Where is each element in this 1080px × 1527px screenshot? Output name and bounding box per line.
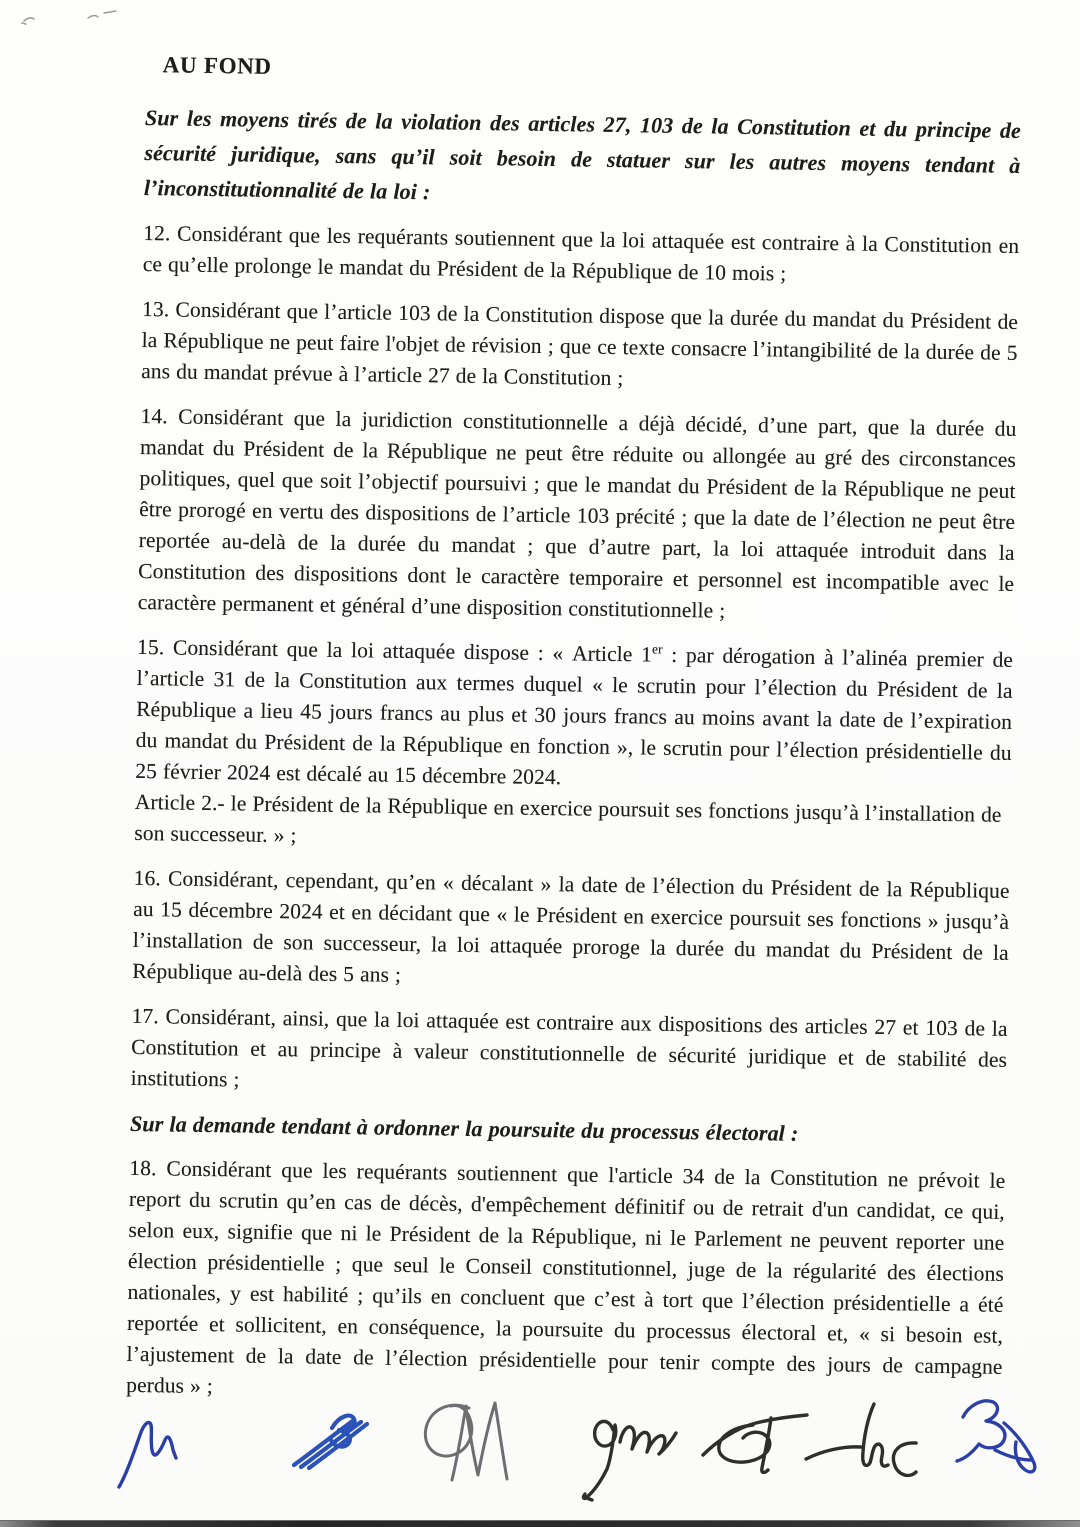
paragraph-15-lead: 15. Considérant que la loi attaquée dispose : « Article 1 bbox=[136, 634, 653, 667]
paragraph-15-rest: : par dérogation à l’alinéa premier de l’article 31 de la Constitution aux termes duquel « le scrutin pour l’élection du Président de la République a lieu 45 jours francs au plus et 30 jours francs au moins avant la date de l’expiration du mandat du Président de la République en fonction », le scrutin pour l’élection présidentielle du 25 février 2024 est décalé au 15 décembre 2024. bbox=[135, 642, 1014, 790]
signature-7 bbox=[957, 1401, 1035, 1472]
ordinal-superscript: er bbox=[651, 641, 663, 657]
paragraph-15-article-2: Article 2.- le Président de la République en exercice poursuit ses fonctions jusqu’à l’installation de son successeur. » ; bbox=[134, 789, 1002, 848]
scan-speck-icon bbox=[88, 11, 116, 18]
scan-speck-icon bbox=[22, 18, 34, 24]
signature-3 bbox=[425, 1403, 507, 1480]
section-title: AU FOND bbox=[162, 52, 272, 79]
paragraph-14: 14. Considérant que la juridiction constitutionnelle a déjà décidé, d’une part, que la durée du mandat du Président de la République ne peut être réduite ou allongée au gré des circonstances politiques, quel que soit l’objectif poursuivi ; que le mandat du Président de la République ne peut être prorogé en vertu des dispositions de l’article 103 précité ; que la date de l’élection ne peut être reportée au-delà de la durée du mandat ; que d’autre part, la loi attaquée introduit dans la Constitution des dispositions dont le caractère temporaire et personnel est incompatible avec le caractère permanent et général d’une disposition constitutionnelle ; bbox=[137, 403, 1017, 623]
paragraph-18: 18. Considérant que les requérants soutiennent que l'article 34 de la Constitution ne prévoit le report du scrutin qu’en cas de décès, d'empêchement définitif ou de retrait d'un candidat, ce qui, selon eux, signifie que ni le Président de la République, ni le Parlement ne peuvent reporter une élection présidentielle ; que seul le Conseil constitutionnel, juge de la régularité des élections nationales, y est habilité ; qu’ils en concluent que c’est à tort que l’élection présidentielle a été reportée et sollicitent, en conséquence, la poursuite du processus électoral et, « si besoin est, l’ajustement de la date de l’élection présidentielle pour tenir compte des jours de campagne perdus » ; bbox=[126, 1155, 1006, 1399]
document-content bbox=[126, 50, 1022, 1428]
paragraph-17: 17. Considérant, ainsi, que la loi attaquée est contraire aux dispositions des articles 27 et 103 de la Constitution et au principe à valeur constitutionnelle de sécurité juridique et de stabilité des institutions ; bbox=[130, 1003, 1008, 1092]
paragraph-12: 12. Considérant que les requérants soutiennent que la loi attaquée est contraire à la Constitution en ce qu’elle prolonge le mandat du Président de la République de 10 mois ; bbox=[142, 220, 1020, 286]
paragraph-15 bbox=[135, 632, 1013, 800]
paragraph-16: 16. Considérant, cependant, qu’en « décalant » la date de l’élection du Président de la République au 15 décembre 2024 et en décidant que « le Président en exercice poursuit ses fonctions » jusqu’à l’installation de son successeur, la loi attaquée proroge la durée du mandat du Président de la République au-delà des 5 ans ; bbox=[132, 865, 1010, 987]
heading-demande: Sur la demande tendant à ordonner la poursuite du processus électoral : bbox=[129, 1110, 799, 1146]
heading-moyens: Sur les moyens tirés de la violation des articles 27, 103 de la Constitution et du principe de sécurité juridique, sans qu’il soit besoin de statuer sur les autres moyens tendant à l’inconstitutionnalité de la loi : bbox=[143, 104, 1022, 205]
signature-1 bbox=[119, 1423, 176, 1487]
paragraph-13: 13. Considérant que l’article 103 de la Constitution dispose que la durée du mandat du Président de la République ne peut faire l'objet de révision ; que ce texte consacre l’intangibilité de la durée de 5 ans du mandat prévue à l’article 27 de la Constitution ; bbox=[141, 296, 1019, 391]
signature-5 bbox=[703, 1415, 807, 1472]
scan-edge-bar bbox=[0, 1520, 1080, 1527]
scan-speck-marks bbox=[18, 8, 138, 32]
signature-6 bbox=[806, 1404, 916, 1475]
signatures-row bbox=[0, 1392, 1080, 1524]
signature-4 bbox=[584, 1421, 676, 1500]
signature-2 bbox=[294, 1416, 367, 1468]
